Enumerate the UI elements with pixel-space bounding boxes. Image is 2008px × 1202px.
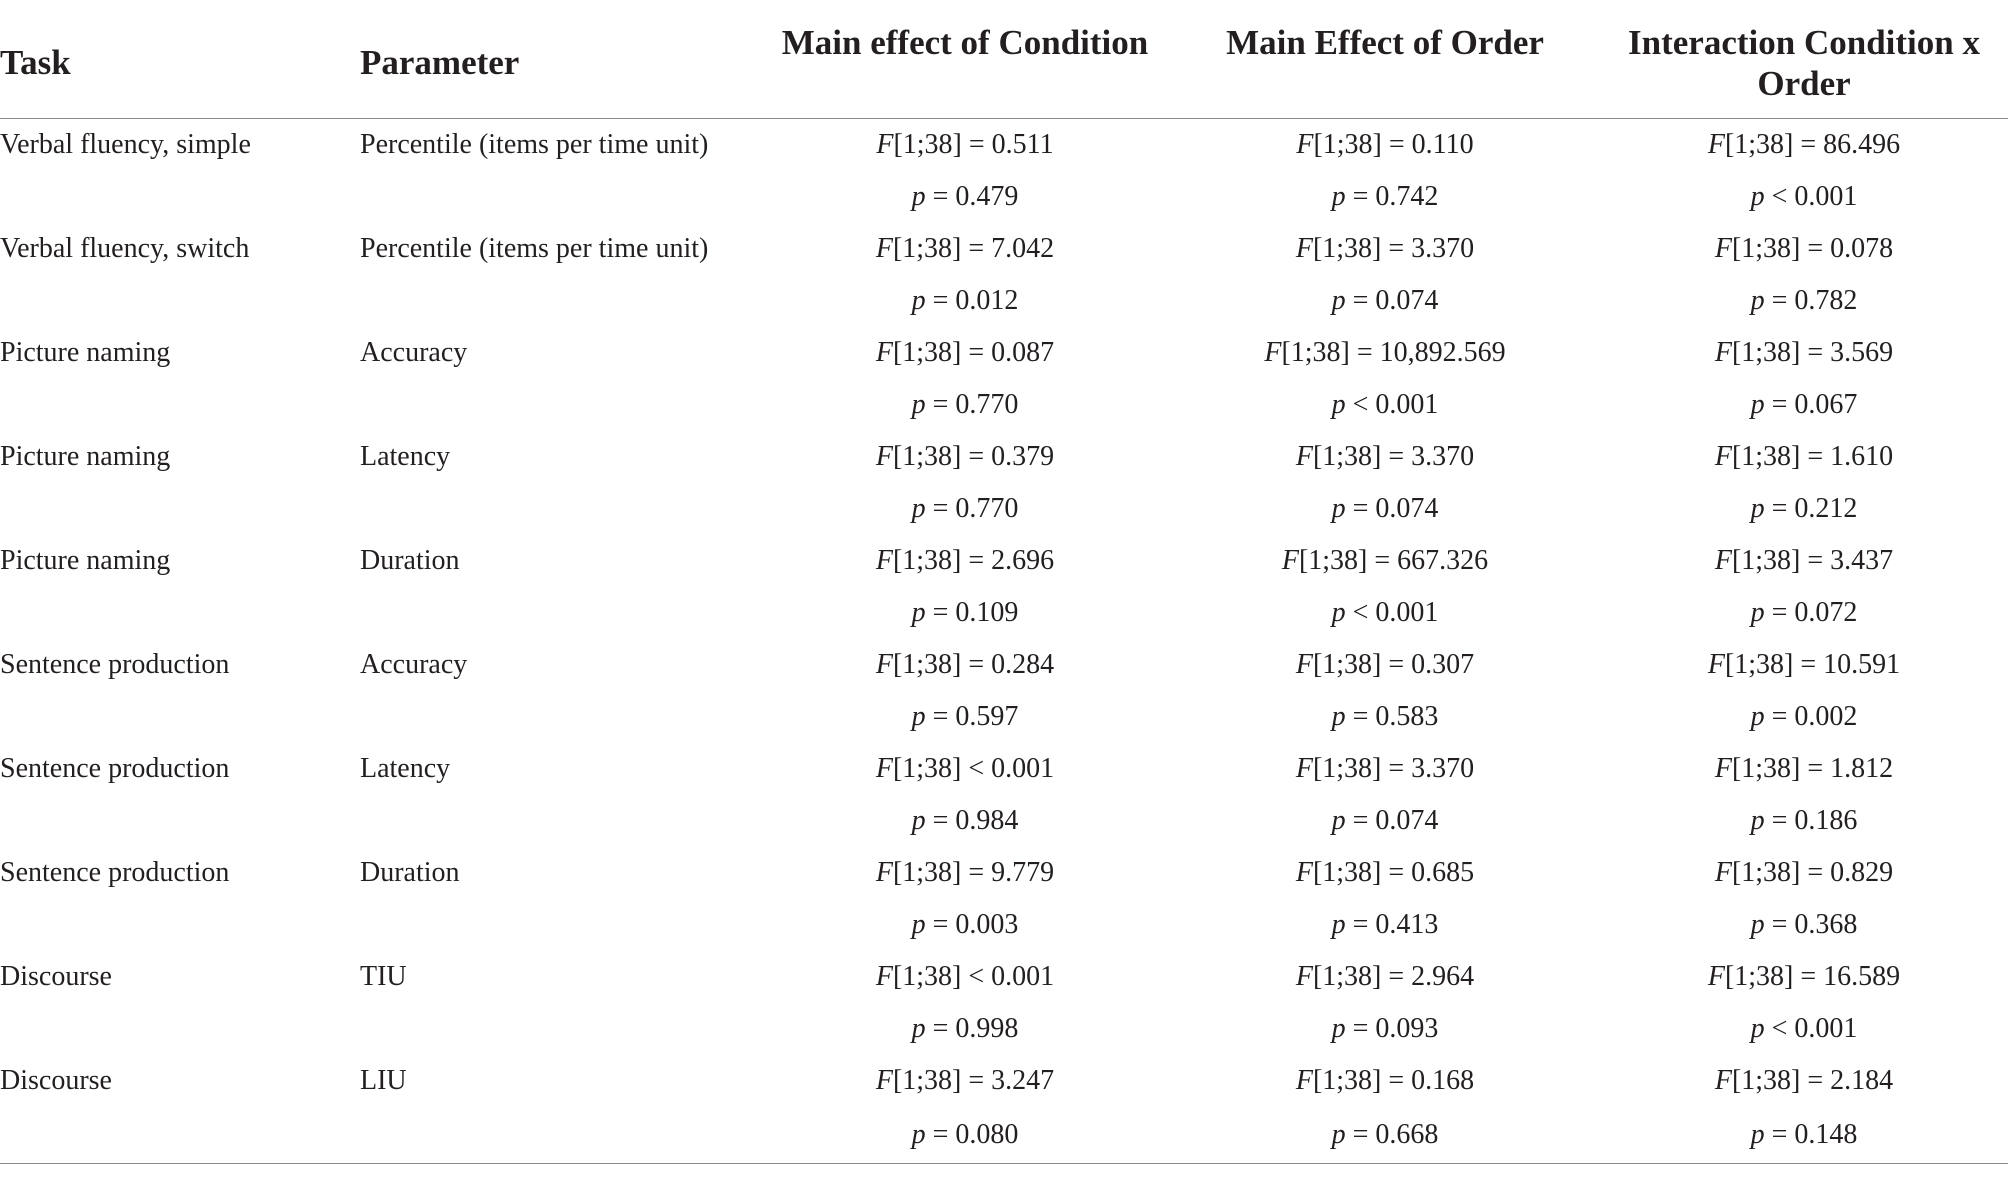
parameter-cell: LIU	[360, 1065, 407, 1096]
interaction-p-cell: p = 0.212	[1750, 493, 1858, 524]
empty-cell	[360, 587, 760, 639]
interaction-f-cell: F[1;38] = 3.569	[1714, 337, 1894, 368]
table-body	[0, 119, 2008, 1164]
parameter-cell: Latency	[360, 753, 451, 784]
task-cell: Sentence production	[0, 857, 230, 888]
condition-f-cell: F[1;38] = 0.284	[875, 649, 1055, 680]
order-f-cell: F[1;38] = 0.168	[1295, 1065, 1475, 1096]
order-p-cell: p = 0.742	[1331, 181, 1439, 212]
parameter-cell: Latency	[360, 441, 451, 472]
empty-cell	[0, 587, 360, 639]
condition-f-cell: F[1;38] < 0.001	[875, 961, 1055, 992]
table-row	[0, 743, 2008, 795]
task-cell: Sentence production	[0, 649, 230, 680]
condition-f-cell: F[1;38] = 0.379	[875, 441, 1055, 472]
table-row-pvalue	[0, 1107, 2008, 1164]
interaction-p-cell: p = 0.186	[1750, 805, 1858, 836]
empty-cell	[0, 483, 360, 535]
interaction-f-cell: F[1;38] = 3.437	[1714, 545, 1894, 576]
empty-cell	[0, 171, 360, 223]
order-p-cell: p = 0.074	[1331, 285, 1439, 316]
table-row-pvalue	[0, 483, 2008, 535]
empty-cell	[0, 795, 360, 847]
empty-cell	[0, 899, 360, 951]
condition-p-cell: p = 0.770	[911, 389, 1019, 420]
interaction-f-cell: F[1;38] = 86.496	[1707, 129, 1901, 160]
table-row	[0, 639, 2008, 691]
task-cell: Picture naming	[0, 337, 171, 368]
empty-cell	[360, 691, 760, 743]
table-row	[0, 327, 2008, 379]
empty-cell	[360, 275, 760, 327]
interaction-p-cell: p < 0.001	[1750, 181, 1858, 212]
interaction-p-cell: p = 0.067	[1750, 389, 1858, 420]
parameter-cell: Accuracy	[360, 337, 468, 368]
condition-p-cell: p = 0.770	[911, 493, 1019, 524]
interaction-p-cell: p < 0.001	[1750, 1013, 1858, 1044]
empty-cell	[360, 171, 760, 223]
order-f-cell: F[1;38] = 3.370	[1295, 441, 1475, 472]
interaction-f-cell: F[1;38] = 10.591	[1707, 649, 1901, 680]
table-row-pvalue	[0, 795, 2008, 847]
interaction-p-cell: p = 0.782	[1750, 285, 1858, 316]
parameter-cell: Duration	[360, 545, 460, 576]
header-order: Main Effect of Order	[1170, 14, 1600, 119]
order-p-cell: p = 0.074	[1331, 493, 1439, 524]
parameter-cell: Accuracy	[360, 649, 468, 680]
header-condition: Main effect of Condition	[760, 14, 1170, 119]
table-row	[0, 223, 2008, 275]
empty-cell	[0, 379, 360, 431]
table-row-pvalue	[0, 275, 2008, 327]
table-row	[0, 119, 2008, 172]
condition-f-cell: F[1;38] = 7.042	[875, 233, 1055, 264]
task-cell: Picture naming	[0, 441, 171, 472]
table-row	[0, 951, 2008, 1003]
task-cell: Sentence production	[0, 753, 230, 784]
table-row-pvalue	[0, 171, 2008, 223]
table-row	[0, 535, 2008, 587]
condition-p-cell: p = 0.984	[911, 805, 1019, 836]
parameter-cell: TIU	[360, 961, 407, 992]
table-row-pvalue	[0, 899, 2008, 951]
condition-p-cell: p = 0.998	[911, 1013, 1019, 1044]
header-parameter: Parameter	[360, 14, 760, 119]
table-row-pvalue	[0, 587, 2008, 639]
order-p-cell: p = 0.668	[1170, 1107, 1600, 1164]
condition-p-cell: p = 0.080	[760, 1107, 1170, 1164]
header-interaction: Interaction Condition x Order	[1600, 14, 2008, 119]
condition-f-cell: F[1;38] = 3.247	[875, 1065, 1055, 1096]
interaction-p-cell: p = 0.368	[1750, 909, 1858, 940]
interaction-f-cell: F[1;38] = 0.829	[1714, 857, 1894, 888]
parameter-cell: Duration	[360, 857, 460, 888]
condition-p-cell: p = 0.597	[911, 701, 1019, 732]
empty-cell	[360, 1107, 760, 1164]
condition-p-cell: p = 0.012	[911, 285, 1019, 316]
order-p-cell: p < 0.001	[1331, 389, 1439, 420]
empty-cell	[0, 275, 360, 327]
order-p-cell: p = 0.413	[1331, 909, 1439, 940]
condition-f-cell: F[1;38] = 0.087	[875, 337, 1055, 368]
interaction-p-cell: p = 0.002	[1750, 701, 1858, 732]
task-cell: Discourse	[0, 961, 112, 992]
interaction-p-cell: p = 0.072	[1750, 597, 1858, 628]
table-header	[0, 14, 2008, 119]
condition-p-cell: p = 0.479	[911, 181, 1019, 212]
task-cell: Picture naming	[0, 545, 171, 576]
empty-cell	[360, 899, 760, 951]
order-f-cell: F[1;38] = 2.964	[1295, 961, 1475, 992]
order-p-cell: p = 0.583	[1331, 701, 1439, 732]
table-row	[0, 431, 2008, 483]
header-task: Task	[0, 14, 360, 119]
condition-f-cell: F[1;38] = 0.511	[876, 129, 1054, 160]
interaction-f-cell: F[1;38] = 16.589	[1707, 961, 1901, 992]
condition-p-cell: p = 0.003	[911, 909, 1019, 940]
condition-p-cell: p = 0.109	[911, 597, 1019, 628]
table-row	[0, 847, 2008, 899]
table-row-pvalue	[0, 379, 2008, 431]
header-row	[0, 14, 2008, 119]
table-row	[0, 1055, 2008, 1107]
interaction-p-cell: p = 0.148	[1600, 1107, 2008, 1164]
table-row-pvalue	[0, 691, 2008, 743]
order-p-cell: p < 0.001	[1331, 597, 1439, 628]
empty-cell	[360, 795, 760, 847]
order-f-cell: F[1;38] = 0.307	[1295, 649, 1475, 680]
empty-cell	[360, 483, 760, 535]
order-f-cell: F[1;38] = 0.685	[1295, 857, 1475, 888]
condition-f-cell: F[1;38] = 9.779	[875, 857, 1055, 888]
order-f-cell: F[1;38] = 667.326	[1281, 545, 1489, 576]
order-p-cell: p = 0.093	[1331, 1013, 1439, 1044]
empty-cell	[360, 379, 760, 431]
interaction-f-cell: F[1;38] = 0.078	[1714, 233, 1894, 264]
empty-cell	[360, 1003, 760, 1055]
task-cell: Discourse	[0, 1065, 112, 1096]
interaction-f-cell: F[1;38] = 2.184	[1714, 1065, 1894, 1096]
interaction-f-cell: F[1;38] = 1.812	[1714, 753, 1894, 784]
anova-results-table	[0, 14, 2008, 1164]
condition-f-cell: F[1;38] < 0.001	[875, 753, 1055, 784]
empty-cell	[0, 691, 360, 743]
empty-cell	[0, 1107, 360, 1164]
task-cell: Verbal fluency, simple	[0, 129, 251, 160]
parameter-cell: Percentile (items per time unit)	[360, 233, 709, 264]
order-f-cell: F[1;38] = 3.370	[1295, 233, 1475, 264]
order-f-cell: F[1;38] = 0.110	[1296, 129, 1474, 160]
table-row-pvalue	[0, 1003, 2008, 1055]
task-cell: Verbal fluency, switch	[0, 233, 250, 264]
order-p-cell: p = 0.074	[1331, 805, 1439, 836]
condition-f-cell: F[1;38] = 2.696	[875, 545, 1055, 576]
empty-cell	[0, 1003, 360, 1055]
order-f-cell: F[1;38] = 10,892.569	[1264, 337, 1506, 368]
parameter-cell: Percentile (items per time unit)	[360, 129, 709, 160]
order-f-cell: F[1;38] = 3.370	[1295, 753, 1475, 784]
interaction-f-cell: F[1;38] = 1.610	[1714, 441, 1894, 472]
